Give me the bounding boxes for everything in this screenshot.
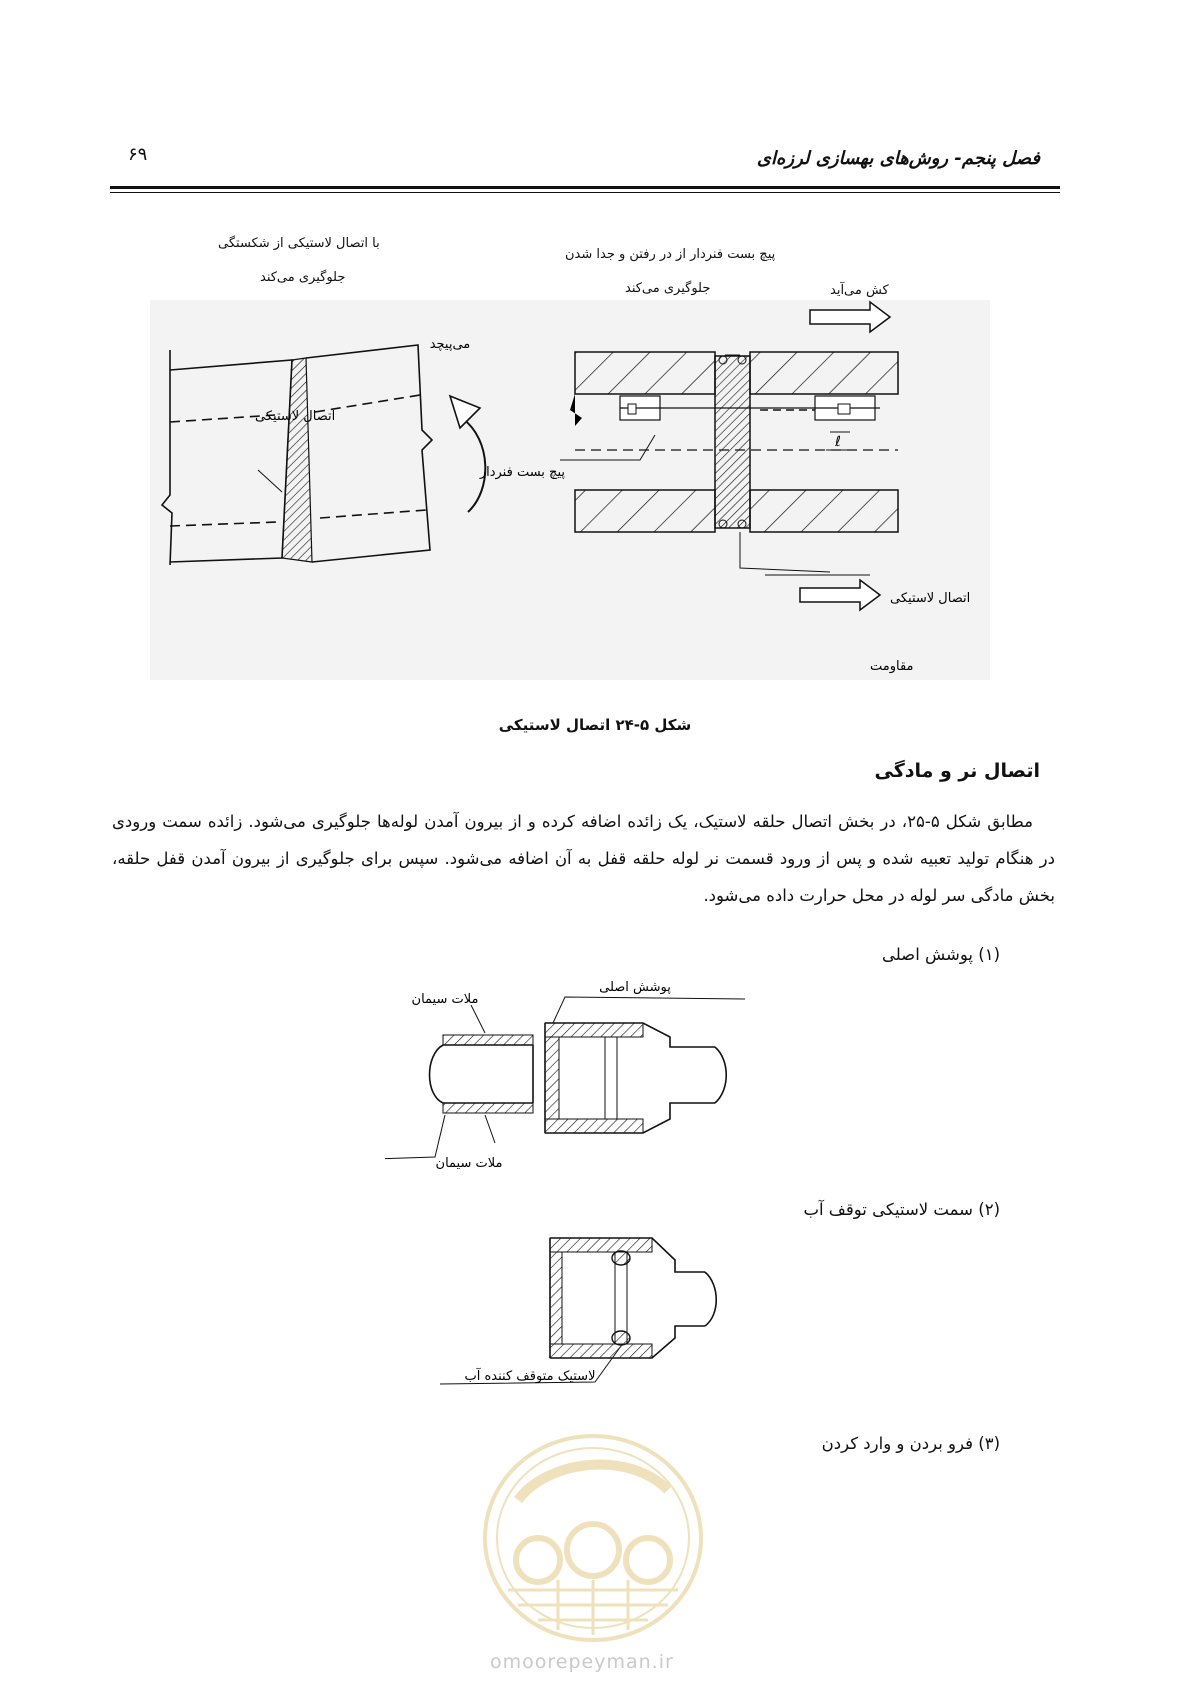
- fig1-main-cover-label: پوشش اصلی: [599, 980, 671, 995]
- fig1-drawing: [385, 975, 755, 1180]
- fig2-wall-top: [550, 1238, 652, 1252]
- fig24-left-rubber-label: اتصال لاستیکی: [255, 409, 336, 424]
- fig2-water-stop-rubber-label: لاستیک متوقف کننده آب: [464, 1369, 596, 1384]
- fig2-groove: [615, 1252, 627, 1344]
- fig24-right-rubber-label: اتصال لاستیکی: [890, 591, 971, 606]
- fig24-twists-label: می‌پیچد: [429, 337, 471, 352]
- fig24-spring-bolt-label: پیچ بست فنردار: [479, 465, 565, 480]
- fig1-spigot: [430, 1045, 534, 1103]
- fig1-mortar-bottom-leader: [385, 1115, 495, 1159]
- header-rule-thick: [110, 186, 1060, 189]
- fig1-socket: [545, 1023, 726, 1133]
- fig24-drawing: [150, 300, 990, 680]
- list-item-3: (۳) فرو بردن و وارد کردن: [821, 1434, 1000, 1453]
- header-title: فصل پنجم- روش‌های بهسازی لرزه‌ای: [756, 148, 1040, 169]
- page-number: ۶۹: [128, 144, 148, 165]
- fig1-socket-groove: [605, 1037, 617, 1119]
- fig1-cover-leader: [553, 997, 745, 1023]
- watermark-seal: [485, 1436, 701, 1640]
- fig1-cement-mortar-bottom-label: ملات سیمان: [435, 1156, 503, 1171]
- fig2-wall-bottom: [550, 1344, 652, 1358]
- fig1-socket-wall-top: [545, 1023, 643, 1037]
- body-paragraph-text: مطابق شکل ۵-۲۵، در بخش اتصال حلقه لاستیک، یک زائده اضافه کرده و از بیرون آمدن لوله‌ها جلوگیری می‌شود. زائده سمت ورودی در هنگام تولید تعبیه شده و پس از ورود قسمت نر لوله حلقه قفل به آن اضافه می‌شود. سپس برای جلوگیری از بیرون آمدن قفل حلقه، بخش مادگی سر لوله در محل حرارت داده می‌شود.: [112, 812, 1055, 905]
- list-item-2: (۲) سمت لاستیکی توقف آب: [803, 1200, 1000, 1219]
- fig24-resistance-label: مقاومت: [870, 659, 914, 674]
- fig1-mortar-top-leader: [471, 1005, 485, 1033]
- fig24-ell-label: ℓ: [835, 434, 841, 450]
- fig1-socket-rim: [545, 1037, 559, 1119]
- list-item-1: (۱) پوشش اصلی: [881, 945, 1000, 964]
- figure-caption: شکل ۵-۲۴ اتصال لاستیکی: [498, 716, 692, 734]
- fig24-left-note-line1: با اتصال لاستیکی از شکستگی: [218, 236, 380, 251]
- fig1-socket-wall-bottom: [545, 1119, 643, 1133]
- body-paragraph: [112, 803, 1055, 914]
- fig24-right-note-line2: جلوگیری می‌کند: [625, 281, 711, 296]
- fig2-oring-top: [612, 1251, 630, 1265]
- fig1-mortar-top-band: [443, 1035, 533, 1045]
- header-rule-thin: [110, 192, 1060, 193]
- watermark-logo: [478, 1430, 708, 1645]
- fig2-rim: [550, 1252, 562, 1344]
- fig24-right-note-line1: پیچ بست فنردار از در رفتن و جدا شدن: [565, 247, 776, 262]
- fig2-oring-bottom: [612, 1331, 630, 1345]
- fig1-cement-mortar-top-label: ملات سیمان: [411, 992, 479, 1007]
- fig2-socket: [550, 1238, 716, 1358]
- section-heading: اتصال نر و مادگی: [874, 760, 1040, 782]
- fig24-pulled-label: کش می‌آید: [830, 283, 889, 298]
- fig2-drawing: [430, 1230, 730, 1410]
- fig24-left-note-line2: جلوگیری می‌کند: [260, 270, 346, 285]
- watermark-url: omoorepeyman.ir: [490, 1651, 674, 1673]
- fig1-mortar-bottom-band: [443, 1103, 533, 1113]
